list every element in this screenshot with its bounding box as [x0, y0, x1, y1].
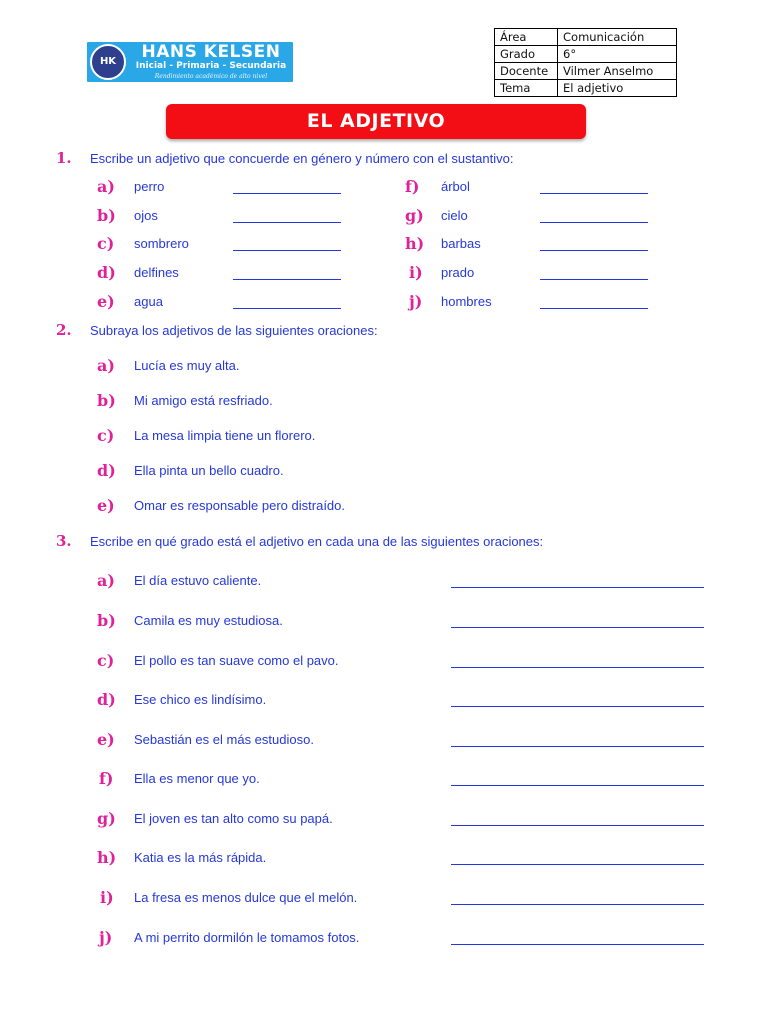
page-title: EL ADJETIVO — [166, 104, 586, 139]
item-letter: c) — [97, 426, 115, 445]
noun: sombrero — [134, 236, 189, 251]
answer-blank[interactable] — [451, 667, 704, 668]
answer-blank[interactable] — [233, 222, 341, 223]
item-letter: h) — [405, 234, 425, 253]
info-row-grado — [495, 46, 677, 63]
answer-blank[interactable] — [233, 193, 341, 194]
info-value: Comunicación — [558, 29, 677, 46]
noun: árbol — [441, 179, 470, 194]
answer-blank[interactable] — [540, 279, 648, 280]
info-row-area — [495, 29, 677, 46]
sentence: Lucía es muy alta. — [134, 358, 240, 373]
item-letter: d) — [97, 690, 116, 709]
item-letter: f) — [405, 177, 420, 196]
answer-blank[interactable] — [451, 746, 704, 747]
info-row-docente — [495, 63, 677, 80]
noun: agua — [134, 294, 163, 309]
question-1-number: 1. — [56, 149, 72, 167]
question-1-instruction: Escribe un adjetivo que concuerde en género y número con el sustantivo: — [90, 151, 514, 166]
answer-blank[interactable] — [451, 825, 704, 826]
info-label: Área — [495, 29, 558, 46]
item-letter: j) — [99, 928, 113, 947]
noun: prado — [441, 265, 475, 280]
answer-blank[interactable] — [540, 308, 648, 309]
sentence: El día estuvo caliente. — [134, 573, 262, 588]
school-name: HANS KELSEN — [141, 42, 281, 62]
item-letter: j) — [409, 292, 423, 311]
answer-blank[interactable] — [540, 193, 648, 194]
info-value: Vilmer Anselmo — [558, 63, 677, 80]
answer-blank[interactable] — [540, 222, 648, 223]
sentence: El pollo es tan suave como el pavo. — [134, 653, 339, 668]
sentence: La mesa limpia tiene un florero. — [134, 428, 316, 443]
answer-blank[interactable] — [233, 250, 341, 251]
school-seal-icon — [90, 44, 126, 80]
answer-blank[interactable] — [540, 250, 648, 251]
answer-blank[interactable] — [451, 627, 704, 628]
answer-blank[interactable] — [451, 785, 704, 786]
item-letter: f) — [99, 769, 114, 788]
answer-blank[interactable] — [233, 279, 341, 280]
item-letter: d) — [97, 461, 116, 480]
item-letter: c) — [97, 651, 115, 670]
sentence: El joven es tan alto como su papá. — [134, 811, 333, 826]
item-letter: h) — [97, 848, 117, 867]
item-letter: b) — [97, 206, 116, 225]
noun: hombres — [441, 294, 492, 309]
item-letter: d) — [97, 263, 116, 282]
item-letter: e) — [97, 292, 115, 311]
sentence: Mi amigo está resfriado. — [134, 393, 273, 408]
answer-blank[interactable] — [451, 904, 704, 905]
info-label: Docente — [495, 63, 558, 80]
answer-blank[interactable] — [451, 587, 704, 588]
sentence: Sebastián es el más estudioso. — [134, 732, 314, 747]
noun: delfines — [134, 265, 179, 280]
sentence: Katia es la más rápida. — [134, 850, 267, 865]
school-levels: Inicial - Primaria - Secundaria — [135, 61, 287, 71]
item-letter: b) — [97, 391, 116, 410]
sentence: Ese chico es lindísimo. — [134, 692, 267, 707]
item-letter: i) — [409, 263, 423, 282]
info-table — [494, 28, 677, 97]
noun: cielo — [441, 208, 468, 223]
sentence: Ella es menor que yo. — [134, 771, 260, 786]
item-letter: g) — [405, 206, 424, 225]
answer-blank[interactable] — [451, 864, 704, 865]
item-letter: a) — [97, 571, 115, 590]
answer-blank[interactable] — [233, 308, 341, 309]
question-2-number: 2. — [56, 321, 72, 339]
sentence: Camila es muy estudiosa. — [134, 613, 283, 628]
noun: ojos — [134, 208, 158, 223]
answer-blank[interactable] — [451, 706, 704, 707]
item-letter: c) — [97, 234, 115, 253]
info-value: El adjetivo — [558, 80, 677, 97]
info-value: 6° — [558, 46, 677, 63]
question-3-instruction: Escribe en qué grado está el adjetivo en cada una de las siguientes oraciones: — [90, 534, 544, 549]
sentence: La fresa es menos dulce que el melón. — [134, 890, 358, 905]
item-letter: g) — [97, 809, 116, 828]
school-logo — [87, 42, 293, 82]
info-row-tema — [495, 80, 677, 97]
item-letter: a) — [97, 177, 115, 196]
item-letter: e) — [97, 496, 115, 515]
item-letter: a) — [97, 356, 115, 375]
item-letter: i) — [100, 888, 114, 907]
question-3-number: 3. — [56, 532, 72, 550]
question-2-instruction: Subraya los adjetivos de las siguientes oraciones: — [90, 323, 378, 338]
school-motto: Rendimiento académico de alto nivel — [154, 73, 268, 80]
info-label: Grado — [495, 46, 558, 63]
sentence: A mi perrito dormilón le tomamos fotos. — [134, 930, 360, 945]
noun: perro — [134, 179, 165, 194]
answer-blank[interactable] — [451, 944, 704, 945]
info-label: Tema — [495, 80, 558, 97]
sentence: Ella pinta un bello cuadro. — [134, 463, 284, 478]
sentence: Omar es responsable pero distraído. — [134, 498, 345, 513]
item-letter: b) — [97, 611, 116, 630]
item-letter: e) — [97, 730, 115, 749]
noun: barbas — [441, 236, 481, 251]
